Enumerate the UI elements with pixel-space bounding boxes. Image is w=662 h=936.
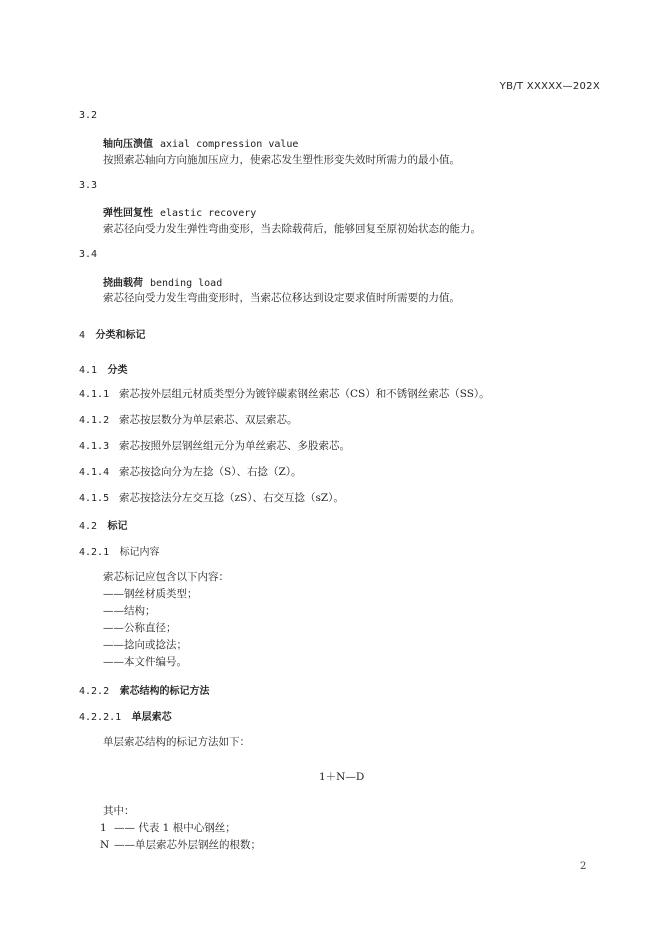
subsection-title: 标记内容 xyxy=(119,547,160,558)
paragraph: 单层索芯结构的标记方法如下： xyxy=(103,736,250,748)
clause xyxy=(79,464,302,479)
clause xyxy=(79,386,490,401)
term-number: 3.4 xyxy=(79,249,98,260)
term-cn: 轴向压溃值 xyxy=(103,139,153,150)
subsection-heading xyxy=(79,708,172,723)
term-title xyxy=(103,274,222,289)
term-number: 3.3 xyxy=(79,180,98,191)
subsection-title: 分类 xyxy=(107,365,128,376)
clause xyxy=(79,438,350,453)
clause xyxy=(79,412,298,427)
formula: 1＋N—D xyxy=(319,771,365,783)
clause-number: 4.1.1 xyxy=(79,389,110,400)
term-en: bending load xyxy=(149,278,223,289)
section-title: 分类和标记 xyxy=(95,330,146,341)
where-label: 其中： xyxy=(103,805,135,817)
section-heading xyxy=(79,326,145,341)
page-number: 2 xyxy=(580,861,587,872)
where-desc: —— 代表 1 根中心钢丝； xyxy=(114,822,236,834)
subsection-number: 4.1 xyxy=(79,365,98,376)
list-item: ——本文件编号。 xyxy=(103,656,187,668)
subsection-number: 4.2 xyxy=(79,521,98,532)
subsection-heading xyxy=(79,682,210,697)
list-item: ——钢丝材质类型； xyxy=(103,588,198,600)
subsection-heading xyxy=(79,361,128,376)
list-item: ——捻向或捻法； xyxy=(103,639,187,651)
clause-number: 4.1.2 xyxy=(79,415,110,426)
where-symbol: N xyxy=(100,839,110,851)
clause-number: 4.1.4 xyxy=(79,467,110,478)
clause xyxy=(79,490,344,505)
clause-text: 索芯按外层组元材质类型分为镀锌碳素钢丝索芯（CS）和不锈钢丝索芯（SS）。 xyxy=(119,388,490,400)
where-symbol: 1 xyxy=(100,822,107,834)
term-definition: 索芯径向受力发生弯曲变形时，当索芯位移达到设定要求值时所需要的力值。 xyxy=(103,292,460,304)
clause-text: 索芯按捻向分为左捻（S）、右捻（Z）。 xyxy=(119,466,302,478)
clause-text: 索芯按捻法分左交互捻（zS）、右交互捻（sZ）。 xyxy=(119,492,344,504)
subsection-title: 标记 xyxy=(107,521,128,532)
term-title xyxy=(103,204,256,219)
subsection-title: 单层索芯 xyxy=(131,712,172,723)
subsection-heading xyxy=(79,543,160,558)
where-item xyxy=(100,820,236,835)
term-cn: 弹性回复性 xyxy=(103,208,153,219)
subsection-number: 4.2.2.1 xyxy=(79,712,122,723)
term-number: 3.2 xyxy=(79,110,98,121)
term-definition: 索芯径向受力发生弹性弯曲变形，当去除载荷后，能够回复至原初始状态的能力。 xyxy=(103,223,481,235)
section-number: 4 xyxy=(79,330,86,341)
term-definition: 按照索芯轴向方向施加压应力，使索芯发生塑性形变失效时所需力的最小值。 xyxy=(103,154,460,166)
clause-text: 索芯按层数分为单层索芯、双层索芯。 xyxy=(119,414,298,426)
term-cn: 挠曲载荷 xyxy=(103,278,143,289)
subsection-number: 4.2.2 xyxy=(79,686,110,697)
subsection-number: 4.2.1 xyxy=(79,547,110,558)
clause-number: 4.1.3 xyxy=(79,441,110,452)
subsection-title: 索芯结构的标记方法 xyxy=(119,686,210,697)
where-desc: ——单层索芯外层钢丝的根数； xyxy=(114,839,261,851)
list-item: ——公称直径； xyxy=(103,622,177,634)
where-item xyxy=(100,837,261,852)
term-en: elastic recovery xyxy=(159,208,257,219)
standard-number: YB/T XXXXX—202X xyxy=(499,81,600,92)
clause-number: 4.1.5 xyxy=(79,493,110,504)
list-item: ——结构； xyxy=(103,605,156,617)
clause-text: 索芯按照外层钢丝组元分为单丝索芯、多股索芯。 xyxy=(119,440,350,452)
subsection-heading xyxy=(79,517,128,532)
paragraph: 索芯标记应包含以下内容： xyxy=(103,571,229,583)
term-title xyxy=(103,135,298,150)
term-en: axial compression value xyxy=(159,139,299,150)
